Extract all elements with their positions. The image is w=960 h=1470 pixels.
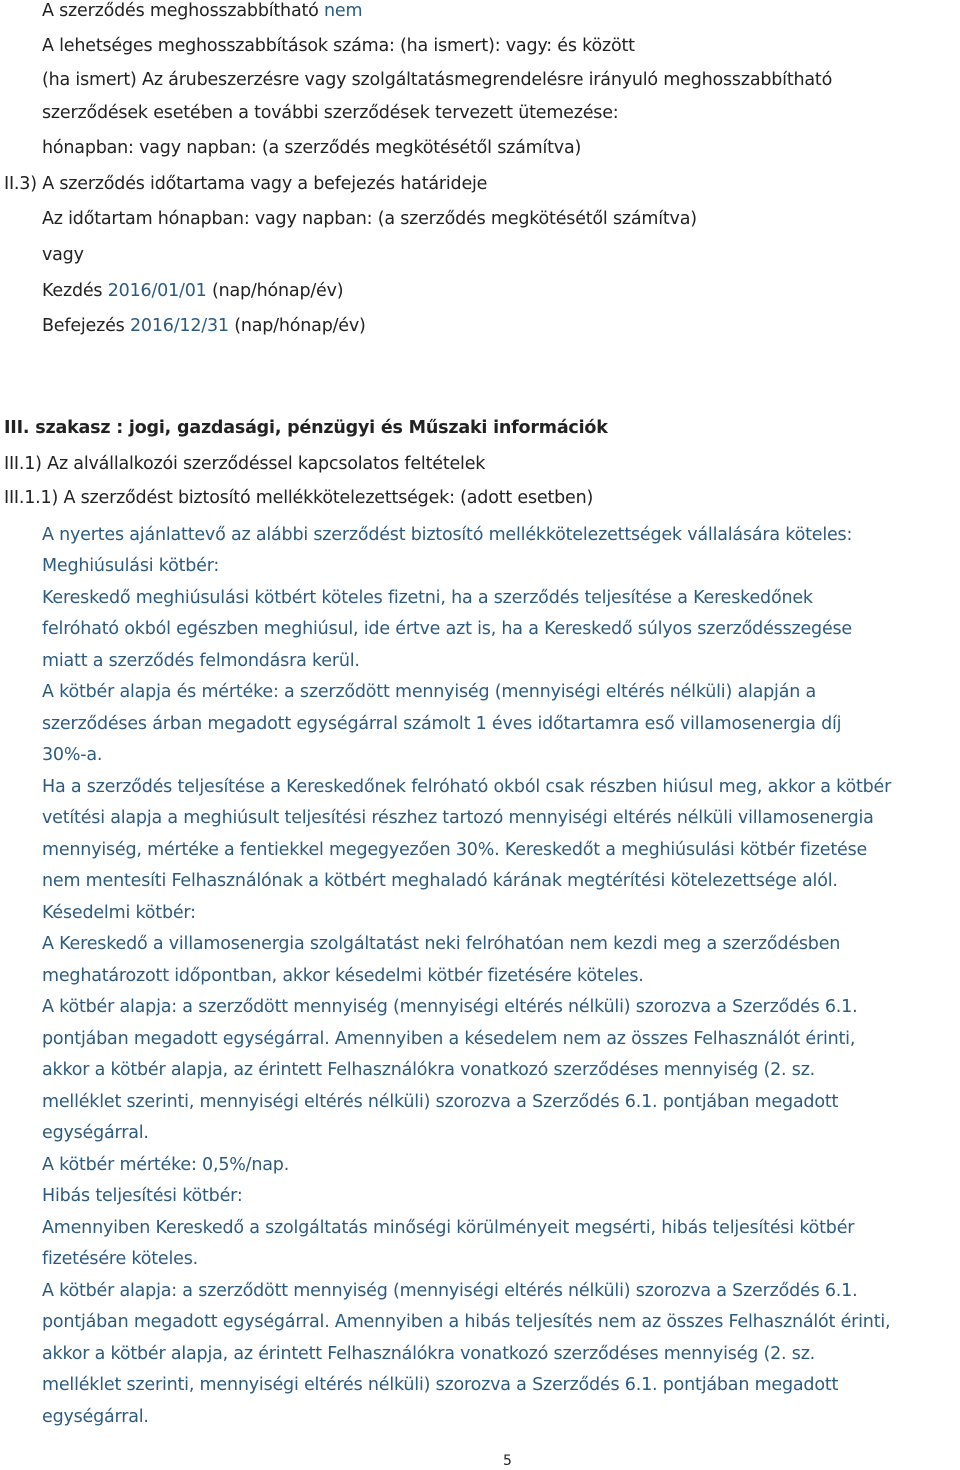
body-line: A kötbér alapja: a szerződött mennyiség (mennyiségi eltérés nélküli) szorozva a Szerződés 6.1. xyxy=(42,1281,858,1301)
page-number: 5 xyxy=(503,1453,512,1469)
body-line: akkor a kötbér alapja, az érintett Felhasználókra vonatkozó szerződéses mennyiség (2. sz. xyxy=(42,1344,816,1364)
body-line: egységárral. xyxy=(42,1407,149,1427)
body-line: A kötbér alapja: a szerződött mennyiség (mennyiségi eltérés nélküli) szorozva a Szerződés 6.1. xyxy=(42,997,858,1017)
end-label: Befejezés xyxy=(42,316,125,336)
body-line: Amennyiben Kereskedő a szolgáltatás minőségi körülményeit megsérti, hibás teljesítési kötbér xyxy=(42,1218,855,1238)
body-line: egységárral. xyxy=(42,1123,149,1143)
body-line: felróható okból egészben meghiúsul, ide értve azt is, ha a Kereskedő súlyos szerződésszegése xyxy=(42,619,852,639)
extension-schedule-line: szerződések esetében a további szerződések tervezett ütemezése: xyxy=(42,103,619,123)
body-line: Ha a szerződés teljesítése a Kereskedőnek felróható okból csak részben hiúsul meg, akkor a kötbér xyxy=(42,777,892,797)
start-format: (nap/hónap/év) xyxy=(211,281,344,301)
body-line: A nyertes ajánlattevő az alábbi szerződést biztosító mellékkötelezettségek vállalására köteles: xyxy=(42,525,853,545)
body-line: meghatározott időpontban, akkor késedelmi kötbér fizetésére köteles. xyxy=(42,966,644,986)
body-line: Meghiúsulási kötbér: xyxy=(42,556,220,576)
body-line: Késedelmi kötbér: xyxy=(42,903,196,923)
body-line: A kötbér mértéke: 0,5%/nap. xyxy=(42,1155,290,1175)
section-iii11-heading: III.1.1) A szerződést biztosító mellékkötelezettségek: (adott esetben) xyxy=(4,488,594,508)
body-line: melléklet szerinti, mennyiségi eltérés nélküli) szorozva a Szerződés 6.1. pontjában megadott xyxy=(42,1375,839,1395)
or-line: vagy xyxy=(42,245,84,265)
section-ii3-heading: II.3) A szerződés időtartama vagy a befejezés határideje xyxy=(4,174,488,194)
body-line: A Kereskedő a villamosenergia szolgáltatást neki felróhatóan nem kezdi meg a szerződésben xyxy=(42,934,841,954)
body-line: szerződéses árban megadott egységárral számolt 1 éves időtartamra eső villamosenergia díj xyxy=(42,714,842,734)
body-line: Hibás teljesítési kötbér: xyxy=(42,1186,243,1206)
body-line: nem mentesíti Felhasználónak a kötbért meghaladó kárának megtérítési kötelezettsége alól. xyxy=(42,871,838,891)
body-line: Kereskedő meghiúsulási kötbért köteles fizetni, ha a szerződés teljesítése a Kereskedőnek xyxy=(42,588,813,608)
extension-line xyxy=(42,0,362,22)
end-format: (nap/hónap/év) xyxy=(234,316,366,336)
body-line: 30%-a. xyxy=(42,745,103,765)
body-line: melléklet szerinti, mennyiségi eltérés nélküli) szorozva a Szerződés 6.1. pontjában megadott xyxy=(42,1092,839,1112)
extension-value: nem xyxy=(324,1,363,21)
duration-line: Az időtartam hónapban: vagy napban: (a szerződés megkötésétől számítva) xyxy=(42,209,697,229)
body-line: vetítési alapja a meghiúsult teljesítési részhez tartozó mennyiségi eltérés nélküli villamosenergia xyxy=(42,808,874,828)
start-date-line xyxy=(42,280,343,302)
body-line: fizetésére köteles. xyxy=(42,1249,198,1269)
start-label: Kezdés xyxy=(42,281,103,301)
extensions-count-line: A lehetséges meghosszabbítások száma: (ha ismert): vagy: és között xyxy=(42,36,635,56)
section-iii1-heading: III.1) Az alvállalkozói szerződéssel kapcsolatos feltételek xyxy=(4,454,486,474)
body-line: miatt a szerződés felmondásra kerül. xyxy=(42,651,360,671)
body-line: akkor a kötbér alapja, az érintett Felhasználókra vonatkozó szerződéses mennyiség (2. sz. xyxy=(42,1060,816,1080)
body-line: mennyiség, mértéke a fentiekkel megegyezően 30%. Kereskedőt a meghiúsulási kötbér fizetése xyxy=(42,840,868,860)
body-line: pontjában megadott egységárral. Amennyiben a késedelem nem az összes Felhasználót érinti, xyxy=(42,1029,856,1049)
start-date: 2016/01/01 xyxy=(107,281,207,301)
extension-note-line: (ha ismert) Az árubeszerzésre vagy szolgáltatásmegrendelésre irányuló meghosszabbítható xyxy=(42,70,833,90)
extension-label: A szerződés meghosszabbítható xyxy=(42,1,319,21)
end-date-line xyxy=(42,315,366,337)
extension-duration-line: hónapban: vagy napban: (a szerződés megkötésétől számítva) xyxy=(42,138,582,158)
section-iii-heading: III. szakasz : jogi, gazdasági, pénzügyi és Műszaki információk xyxy=(4,418,608,438)
body-line: A kötbér alapja és mértéke: a szerződött mennyiség (mennyiségi eltérés nélküli) alapján a xyxy=(42,682,817,702)
end-date: 2016/12/31 xyxy=(129,316,229,336)
body-line: pontjában megadott egységárral. Amennyiben a hibás teljesítés nem az összes Felhasználót érinti, xyxy=(42,1312,891,1332)
